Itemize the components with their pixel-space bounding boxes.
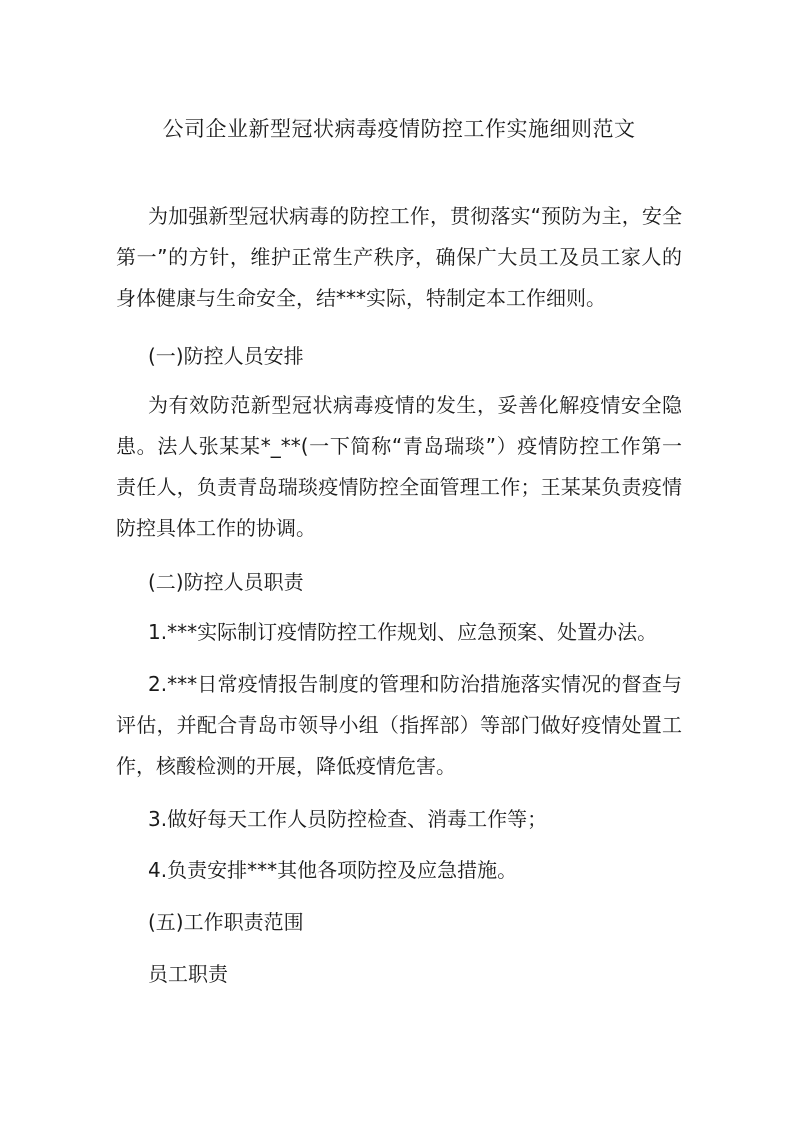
intro-paragraph: 为加强新型冠状病毒的防控工作，贯彻落实“预防为主，安全第一”的方针，维护正常生产秩序，确保广大员工及员工家人的身体健康与生命安全，结***实际，特制定本工作细则。 (116, 204, 682, 310)
duty-item-2: 2.***日常疫情报告制度的管理和防治措施落实情况的督查与评估，并配合青岛市领导小组（指挥部）等部门做好疫情处置工作，核酸检测的开展，降低疫情危害。 (116, 672, 682, 778)
section-heading-staffing: (一)防控人员安排 (148, 344, 304, 368)
duty-item-1: 1.***实际制订疫情防控工作规划、应急预案、处置办法。 (148, 620, 658, 644)
duty-item-3: 3.做好每天工作人员防控检查、消毒工作等； (148, 807, 548, 831)
subheading-employee-duties: 员工职责 (148, 962, 228, 986)
document-title: 公司企业新型冠状病毒疫情防控工作实施细则范文 (162, 117, 636, 141)
section-heading-duties: (二)防控人员职责 (148, 570, 304, 594)
section-heading-scope: (五)工作职责范围 (148, 910, 304, 934)
duty-item-4: 4.负责安排***其他各项防控及应急措施。 (148, 858, 518, 882)
staffing-paragraph: 为有效防范新型冠状病毒疫情的发生，妥善化解疫情安全隐患。法人张某某*_**(一下简称“青岛瑞琰”）疫情防控工作第一责任人，负责青岛瑞琰疫情防控全面管理工作；王某某负责疫情防控具体工作的协调。 (116, 393, 682, 540)
